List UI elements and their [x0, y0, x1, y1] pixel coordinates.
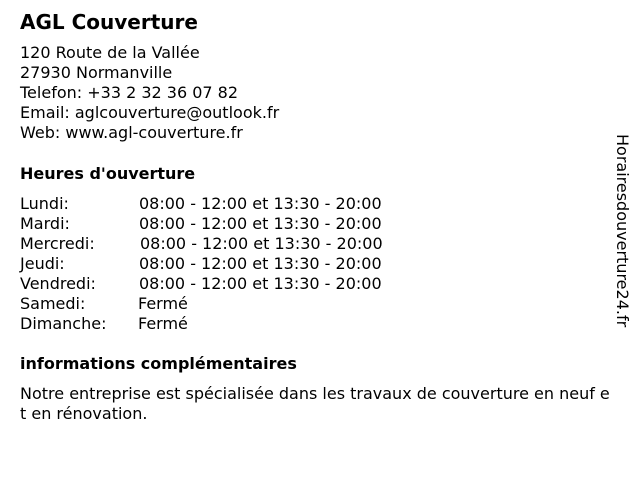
day-label: Mercredi:	[20, 234, 95, 253]
website-address: Web: www.agl-couverture.fr	[20, 123, 243, 142]
day-hours: Fermé	[138, 294, 188, 313]
email-address: Email: aglcouverture@outlook.fr	[20, 103, 280, 122]
business-description: Notre entreprise est spécialisée dans les travaux de couverture en neuf et en rénovation.	[20, 384, 610, 423]
contact-block	[20, 43, 279, 143]
day-hours: 08:00 - 12:00 et 13:30 - 20:00	[140, 234, 383, 253]
day-hours: 08:00 - 12:00 et 13:30 - 20:00	[139, 194, 382, 213]
day-label: Dimanche:	[20, 314, 107, 333]
site-watermark: Horairesdouverture24.fr	[613, 134, 632, 328]
additional-info-heading: informations complémentaires	[20, 354, 297, 373]
company-name: AGL Couverture	[20, 10, 198, 34]
day-hours: 08:00 - 12:00 et 13:30 - 20:00	[139, 254, 382, 273]
day-hours: 08:00 - 12:00 et 13:30 - 20:00	[139, 214, 382, 233]
day-label: Jeudi:	[20, 254, 65, 273]
day-label: Lundi:	[20, 194, 69, 213]
day-hours: 08:00 - 12:00 et 13:30 - 20:00	[139, 274, 382, 293]
phone-number: Telefon: +33 2 32 36 07 82	[20, 83, 239, 102]
street-address: 120 Route de la Vallée	[20, 43, 200, 62]
city-postal-code: 27930 Normanville	[20, 63, 173, 82]
day-label: Mardi:	[20, 214, 70, 233]
day-label: Vendredi:	[20, 274, 96, 293]
day-label: Samedi:	[20, 294, 86, 313]
opening-hours-heading: Heures d'ouverture	[20, 164, 196, 183]
day-hours: Fermé	[138, 314, 188, 333]
